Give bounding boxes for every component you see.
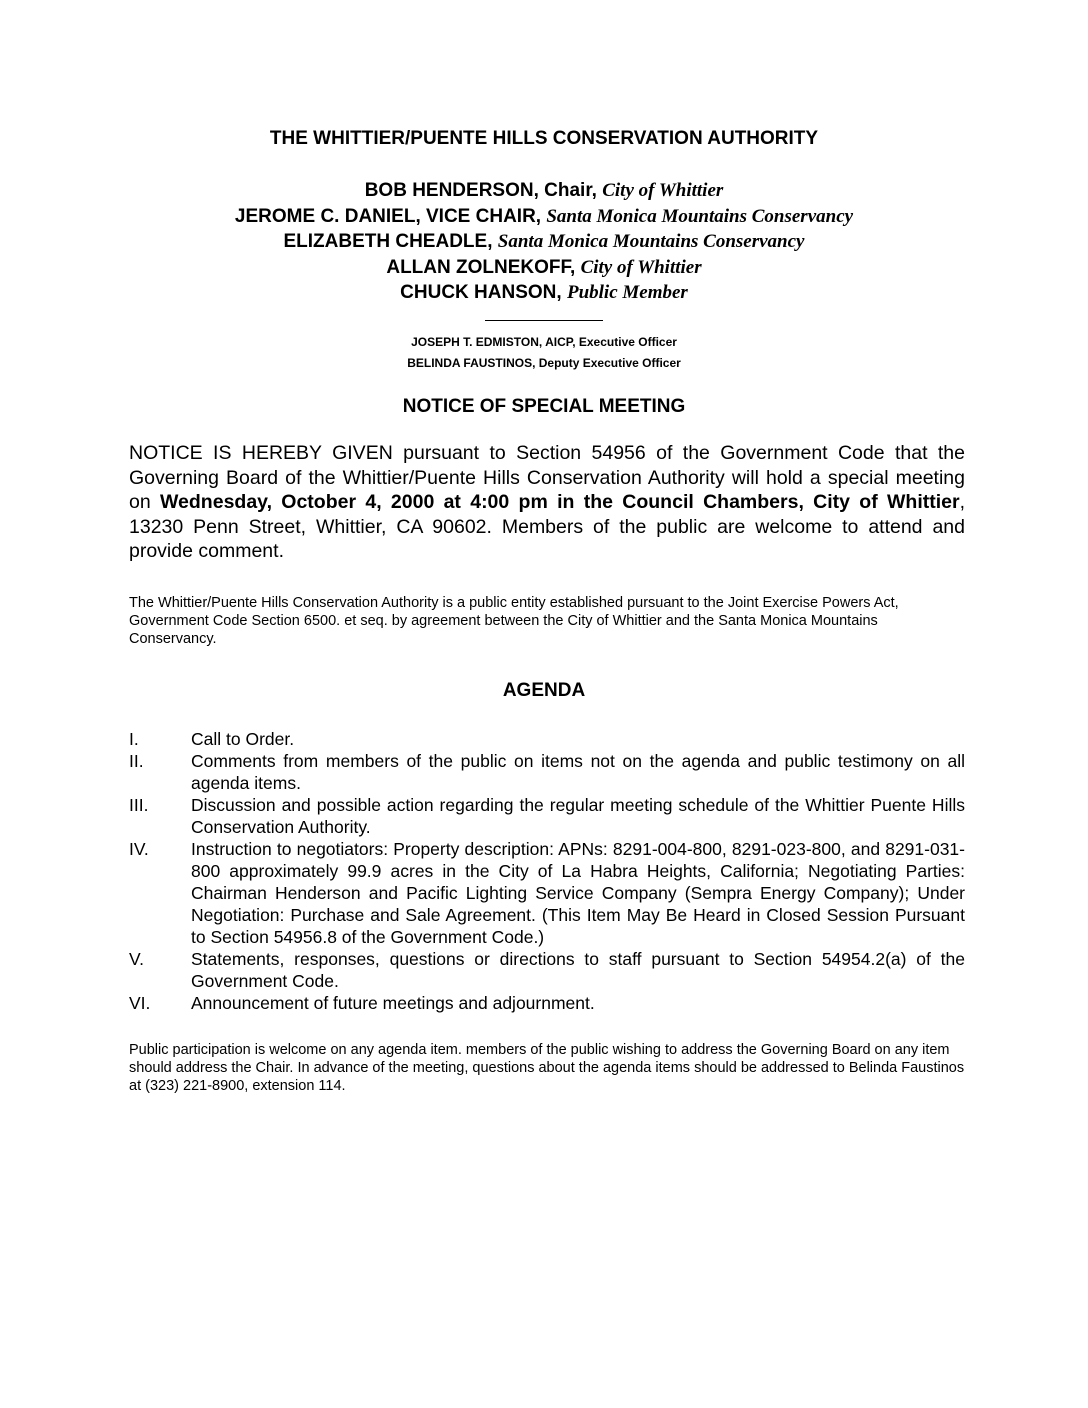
member-name: ELIZABETH CHEADLE	[283, 231, 488, 252]
board-member	[0, 255, 1088, 281]
notice-text-end: , 13230 Penn Street, Whittier, CA 90602. Members of the public are welcome to attend and provide comment.	[129, 491, 965, 562]
entity-description: The Whittier/Puente Hills Conservation Authority is a public entity established pursuant to the Joint Exercise Powers Act, Government Code Section 6500. et seq. by agreement between the City of Whittier and the Santa Monica Mountains Conservancy.	[129, 595, 899, 647]
member-name: BOB HENDERSON	[364, 180, 534, 201]
agenda-item-number: III.	[129, 795, 149, 815]
member-affiliation: City of Whittier	[602, 180, 724, 201]
agenda-item-number: IV.	[129, 839, 149, 859]
member-name: JEROME C. DANIEL, VICE CHAIR	[234, 205, 536, 227]
public-participation-note: Public participation is welcome on any agenda item. members of the public wishing to address the Governing Board on any item should address the Chair. In advance of the meeting, questions about the agenda items should be addressed to Belinda Faustinos at (323) 221-8900, extension 114.	[129, 1042, 965, 1094]
agenda-heading: AGENDA	[502, 680, 586, 701]
agenda-item-text: Announcement of future meetings and adjournment.	[191, 993, 595, 1013]
agenda-item-text: Statements, responses, questions or directions to staff pursuant to Section 54954.2(a) of the Government Code.	[191, 949, 965, 991]
board-member	[0, 178, 1088, 204]
member-affiliation: Santa Monica Mountains Conservancy	[497, 231, 805, 252]
member-role: ,	[570, 256, 576, 278]
agenda-list	[129, 728, 965, 1014]
agenda-item	[129, 794, 965, 838]
member-role: ,	[487, 231, 493, 252]
staff-deputy-executive-officer: BELINDA FAUSTINOS, Deputy Executive Officer	[407, 356, 681, 370]
agenda-item-number: I.	[129, 729, 139, 749]
divider-rule	[485, 320, 603, 321]
agenda-item-number: V.	[129, 949, 144, 969]
board-member	[0, 229, 1088, 255]
staff-executive-officer: JOSEPH T. EDMISTON, AICP, Executive Officer	[411, 335, 677, 349]
agenda-item	[129, 838, 965, 948]
member-role: ,	[556, 282, 562, 303]
staff-list	[0, 332, 1088, 374]
agenda-item	[129, 750, 965, 794]
board-members	[0, 178, 1088, 306]
member-affiliation: Santa Monica Mountains Conservancy	[546, 205, 854, 227]
notice-heading: NOTICE OF SPECIAL MEETING	[402, 396, 686, 417]
meeting-details: Wednesday, October 4, 2000 at 4:00 pm in the Council Chambers, City of Whittier	[160, 491, 960, 513]
member-affiliation: Public Member	[566, 282, 688, 303]
board-member	[0, 204, 1088, 230]
member-role: ,	[535, 205, 542, 227]
agenda-item-number: VI.	[129, 993, 151, 1013]
member-name: CHUCK HANSON	[400, 282, 557, 303]
member-name: ALLAN ZOLNEKOFF	[386, 256, 571, 278]
member-affiliation: City of Whittier	[580, 256, 702, 278]
agenda-item	[129, 992, 965, 1014]
agenda-item-number: II.	[129, 751, 144, 771]
notice-paragraph	[129, 441, 965, 564]
notice-text-start: NOTICE IS HEREBY GIVEN pursuant to Section 54956 of the Government Code that the Governing Board of the Whittier/Puente Hills Conservation Authority will hold a special meeting on	[129, 442, 965, 513]
agenda-item	[129, 948, 965, 992]
board-member	[0, 280, 1088, 306]
member-role: , Chair,	[533, 180, 597, 201]
agenda-item-text: Comments from members of the public on items not on the agenda and public testimony on all agenda items.	[191, 751, 965, 793]
agenda-item	[129, 728, 965, 750]
organization-title: THE WHITTIER/PUENTE HILLS CONSERVATION AUTHORITY	[269, 128, 819, 149]
agenda-item-text: Discussion and possible action regarding the regular meeting schedule of the Whittier Puente Hills Conservation Authority.	[191, 795, 965, 837]
agenda-item-text: Instruction to negotiators: Property description: APNs: 8291-004-800, 8291-023-800, and 8291-031-800 approximately 99.9 acres in the City of La Habra Heights, California; Negotiating Parties: Chairman Henderson and Pacific Lighting Service Company (Sempra Energy Company); Under Negotiation: Purchase and Sale Agreement. (This Item May Be Heard in Closed Session Pursuant to Section 54956.8 of the Government Code.)	[191, 839, 965, 947]
agenda-item-text: Call to Order.	[191, 729, 295, 749]
